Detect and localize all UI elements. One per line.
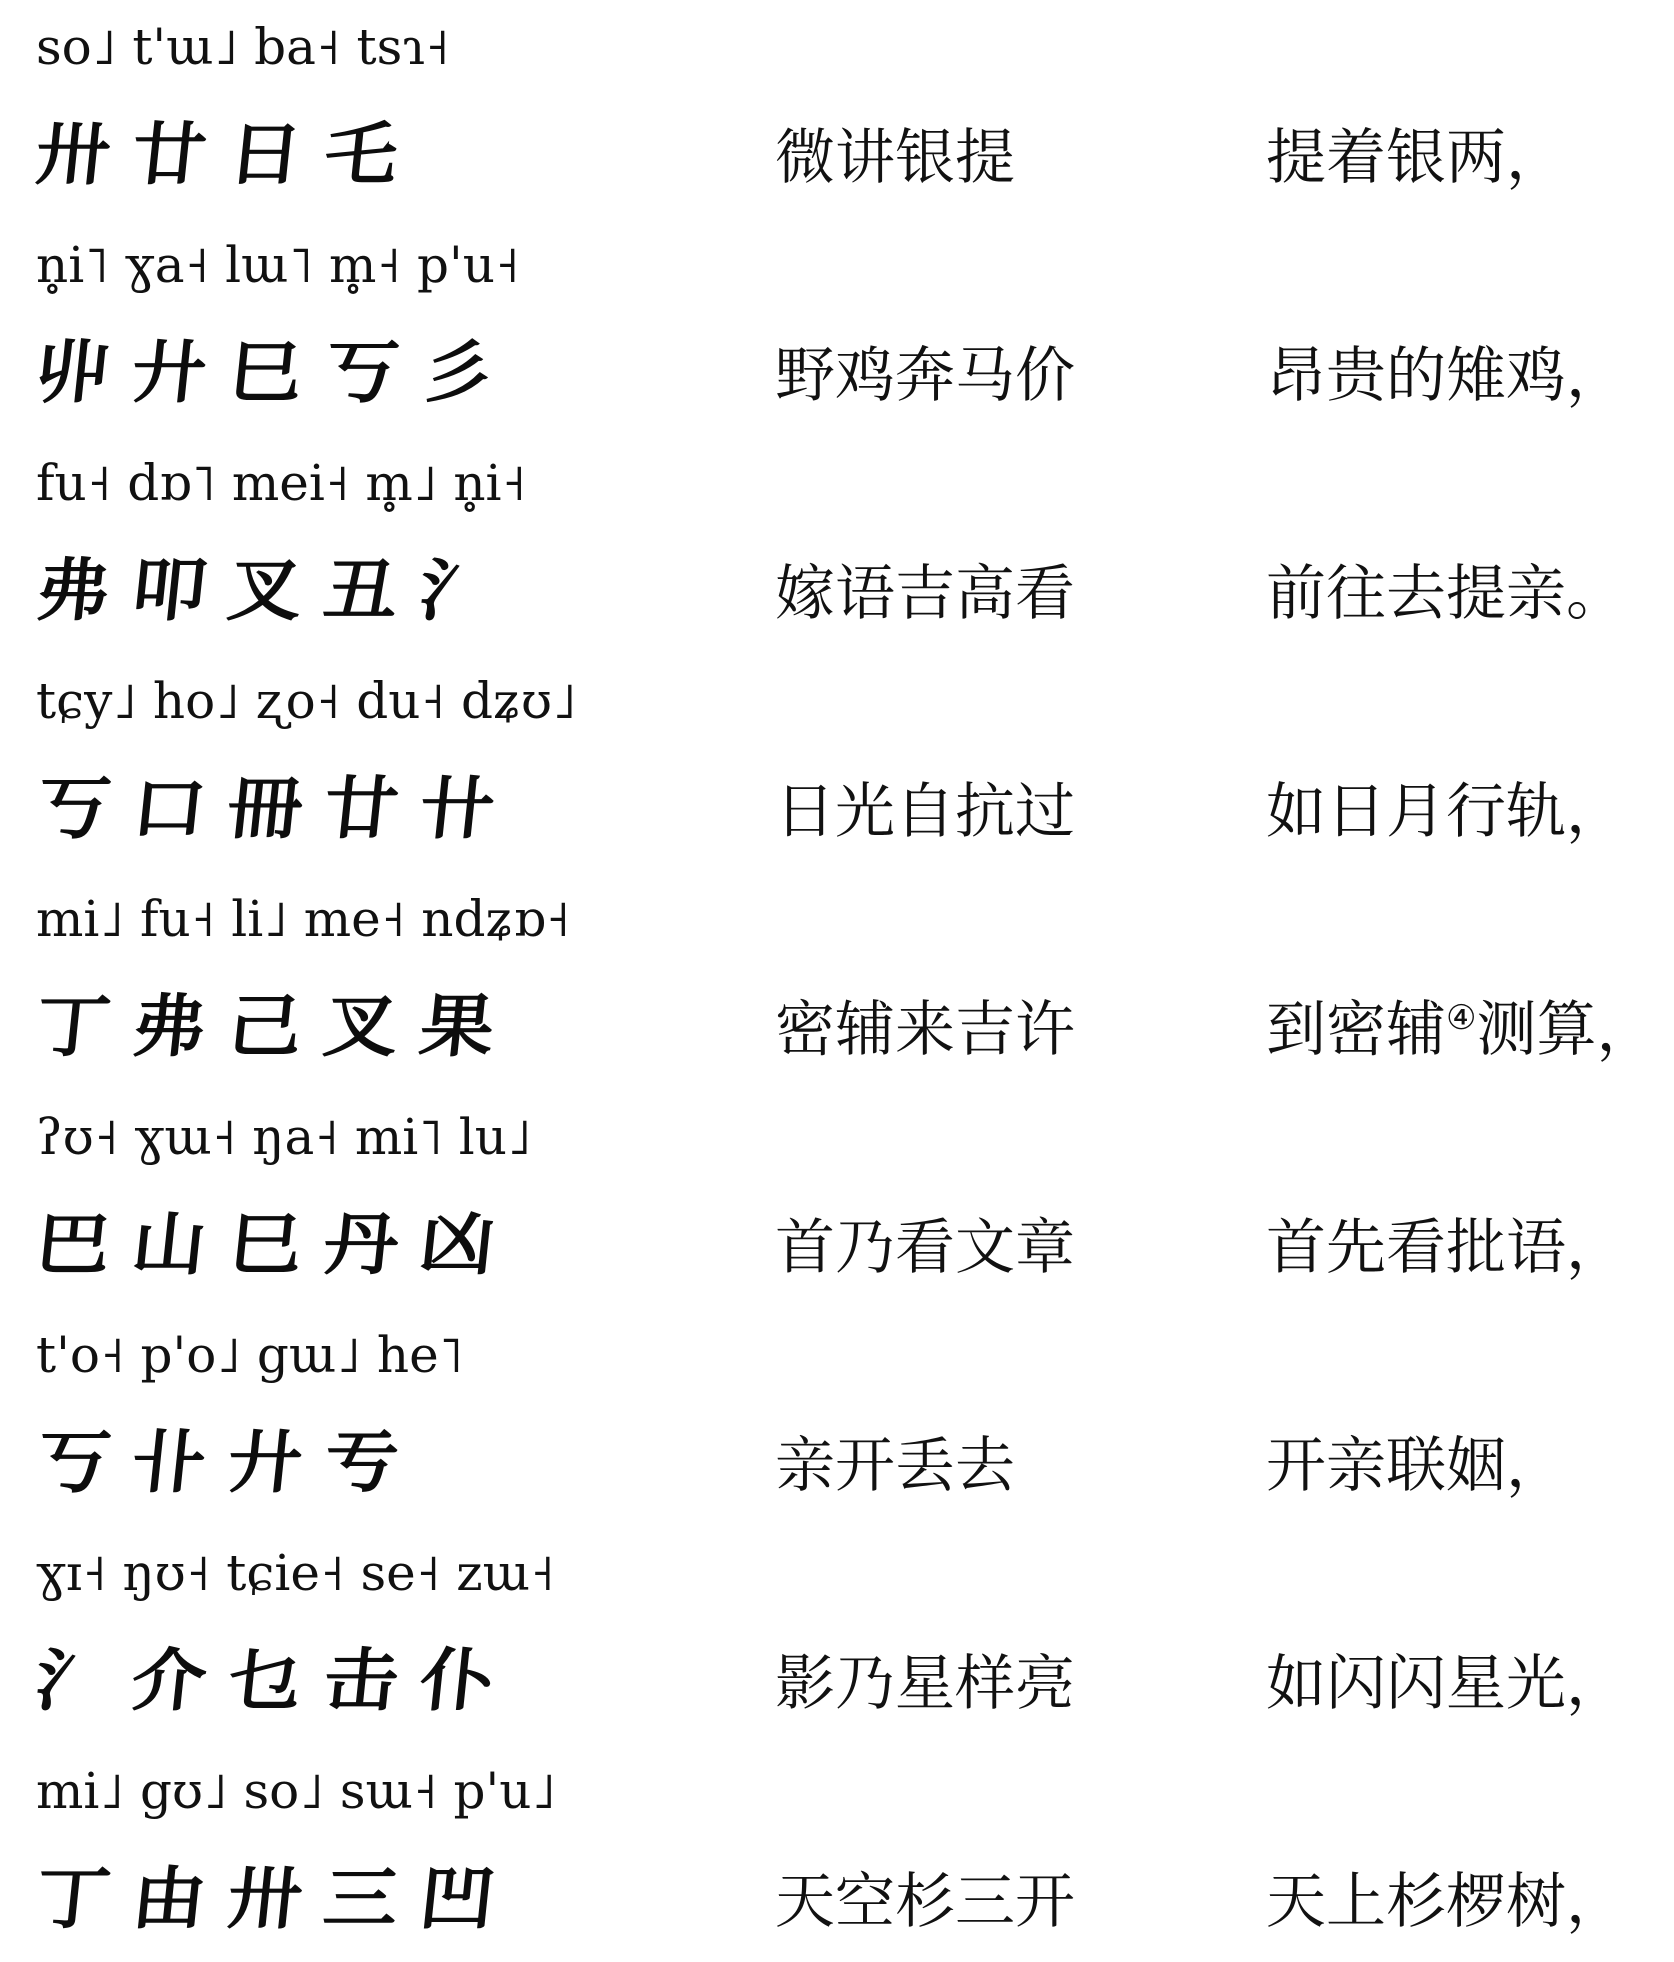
script-glyph: 己 [223,987,307,1067]
translation-text: 到密辅 [1266,995,1446,1065]
script-glyph: 氵 [31,1641,115,1721]
script-glyph: 丂 [319,333,403,413]
script-line [31,318,499,428]
ipa-line: ɣɪ˧ ŋʊ˧ tɕie˧ se˧ zɯ˧ [36,1544,555,1602]
script-glyph: 卝 [127,1423,211,1503]
script-line [31,972,499,1082]
translation: 首先看批语， [1266,1213,1626,1283]
verse-3 [0,436,1674,654]
script-glyph: 乜 [223,1641,307,1721]
script-glyph: 廾 [223,1423,307,1503]
ipa-line: fu˧ dɒ˥ mei˧ m̥˩ n̥i˧ [36,454,527,512]
verse-1 [0,0,1674,218]
script-glyph: 廿 [319,769,403,849]
transliteration: 亲开丢去 [775,1431,1015,1501]
translation: 天上杉椤树， [1266,1867,1626,1937]
translation-text: 测算， [1476,995,1657,1065]
script-glyph: 丑 [319,551,403,631]
transliteration: 影乃星样亮 [775,1649,1075,1719]
script-glyph: 凶 [415,1205,499,1285]
script-glyph: 巳 [223,1205,307,1285]
script-glyph: 彡 [415,333,499,413]
script-glyph: 三 [319,1859,403,1939]
script-glyph: 廾 [127,333,211,413]
verse-5 [0,872,1674,1090]
script-line [31,1844,499,1954]
ipa-line: ʔʊ˧ ɣɯ˧ ŋa˧ mi˥ lu˩ [36,1108,532,1166]
transliteration: 嫁语吉高看 [775,559,1075,629]
script-glyph: 叉 [223,551,307,631]
transliteration: 微讲银提 [775,123,1015,193]
script-glyph: 口 [127,769,211,849]
script-glyph: 丂 [31,769,115,849]
verse-4 [0,654,1674,872]
script-glyph: 丁 [31,1859,115,1939]
verse-2 [0,218,1674,436]
script-glyph: 丱 [31,333,115,413]
transliteration: 密辅来吉许 [775,995,1075,1065]
script-glyph: 卅 [31,115,115,195]
script-glyph: 卄 [415,769,499,849]
translation: 提着银两， [1266,123,1566,193]
footnote-marker[interactable]: ④ [1446,998,1477,1038]
script-glyph: 山 [127,1205,211,1285]
transliteration: 天空杉三开 [775,1867,1075,1937]
script-glyph: 亐 [319,1423,403,1503]
script-glyph: 介 [127,1641,211,1721]
translation: 昂贵的雉鸡， [1266,341,1626,411]
script-glyph: 乇 [319,115,403,195]
script-glyph: 卅 [223,1859,307,1939]
verse-9 [0,1744,1674,1962]
transliteration: 野鸡奔马价 [775,341,1075,411]
translation: 前往去提亲。 [1266,559,1626,629]
verse-6 [0,1090,1674,1308]
translation [1266,994,1656,1066]
ipa-line: n̥i˥ ɣa˧ lɯ˥ m̥˧ p'u˧ [36,236,520,294]
script-glyph: 由 [127,1859,211,1939]
script-glyph: 凹 [415,1859,499,1939]
script-line [31,100,403,210]
translation: 如闪闪星光， [1266,1649,1626,1719]
verse-8 [0,1526,1674,1744]
script-glyph: 丂 [31,1423,115,1503]
script-glyph: 氵 [415,551,499,631]
script-glyph: 丁 [31,987,115,1067]
script-line [31,1408,403,1518]
script-glyph: 廿 [127,115,211,195]
verse-7 [0,1308,1674,1526]
transliteration: 首乃看文章 [775,1213,1075,1283]
script-glyph: 日 [223,115,307,195]
ipa-line: t'o˧ p'o˩ gɯ˩ he˥ [36,1326,464,1384]
script-glyph: 弗 [31,551,115,631]
ipa-line: so˩ t'ɯ˩ ba˧ tsɿ˧ [36,18,450,76]
ipa-line: tɕy˩ ho˩ ʐo˧ du˧ dʑʊ˩ [36,672,577,730]
script-line [31,754,499,864]
ipa-line: mi˩ gʊ˩ so˩ sɯ˧ p'u˩ [36,1762,557,1820]
script-glyph: 果 [415,987,499,1067]
script-glyph: 弗 [127,987,211,1067]
translation: 如日月行轨， [1266,777,1626,847]
script-line [31,1190,499,1300]
script-glyph: 击 [319,1641,403,1721]
script-glyph: 巴 [31,1205,115,1285]
script-line [31,1626,499,1736]
translation: 开亲联姻， [1266,1431,1566,1501]
script-glyph: 巳 [223,333,307,413]
script-line [31,536,499,646]
script-glyph: 丹 [319,1205,403,1285]
script-glyph: 叩 [127,551,211,631]
script-glyph: 叉 [319,987,403,1067]
script-glyph: 冊 [223,769,307,849]
ipa-line: mi˩ fu˧ li˩ me˧ ndʑɒ˧ [36,890,571,948]
transliteration: 日光自抗过 [775,777,1075,847]
script-glyph: 仆 [415,1641,499,1721]
